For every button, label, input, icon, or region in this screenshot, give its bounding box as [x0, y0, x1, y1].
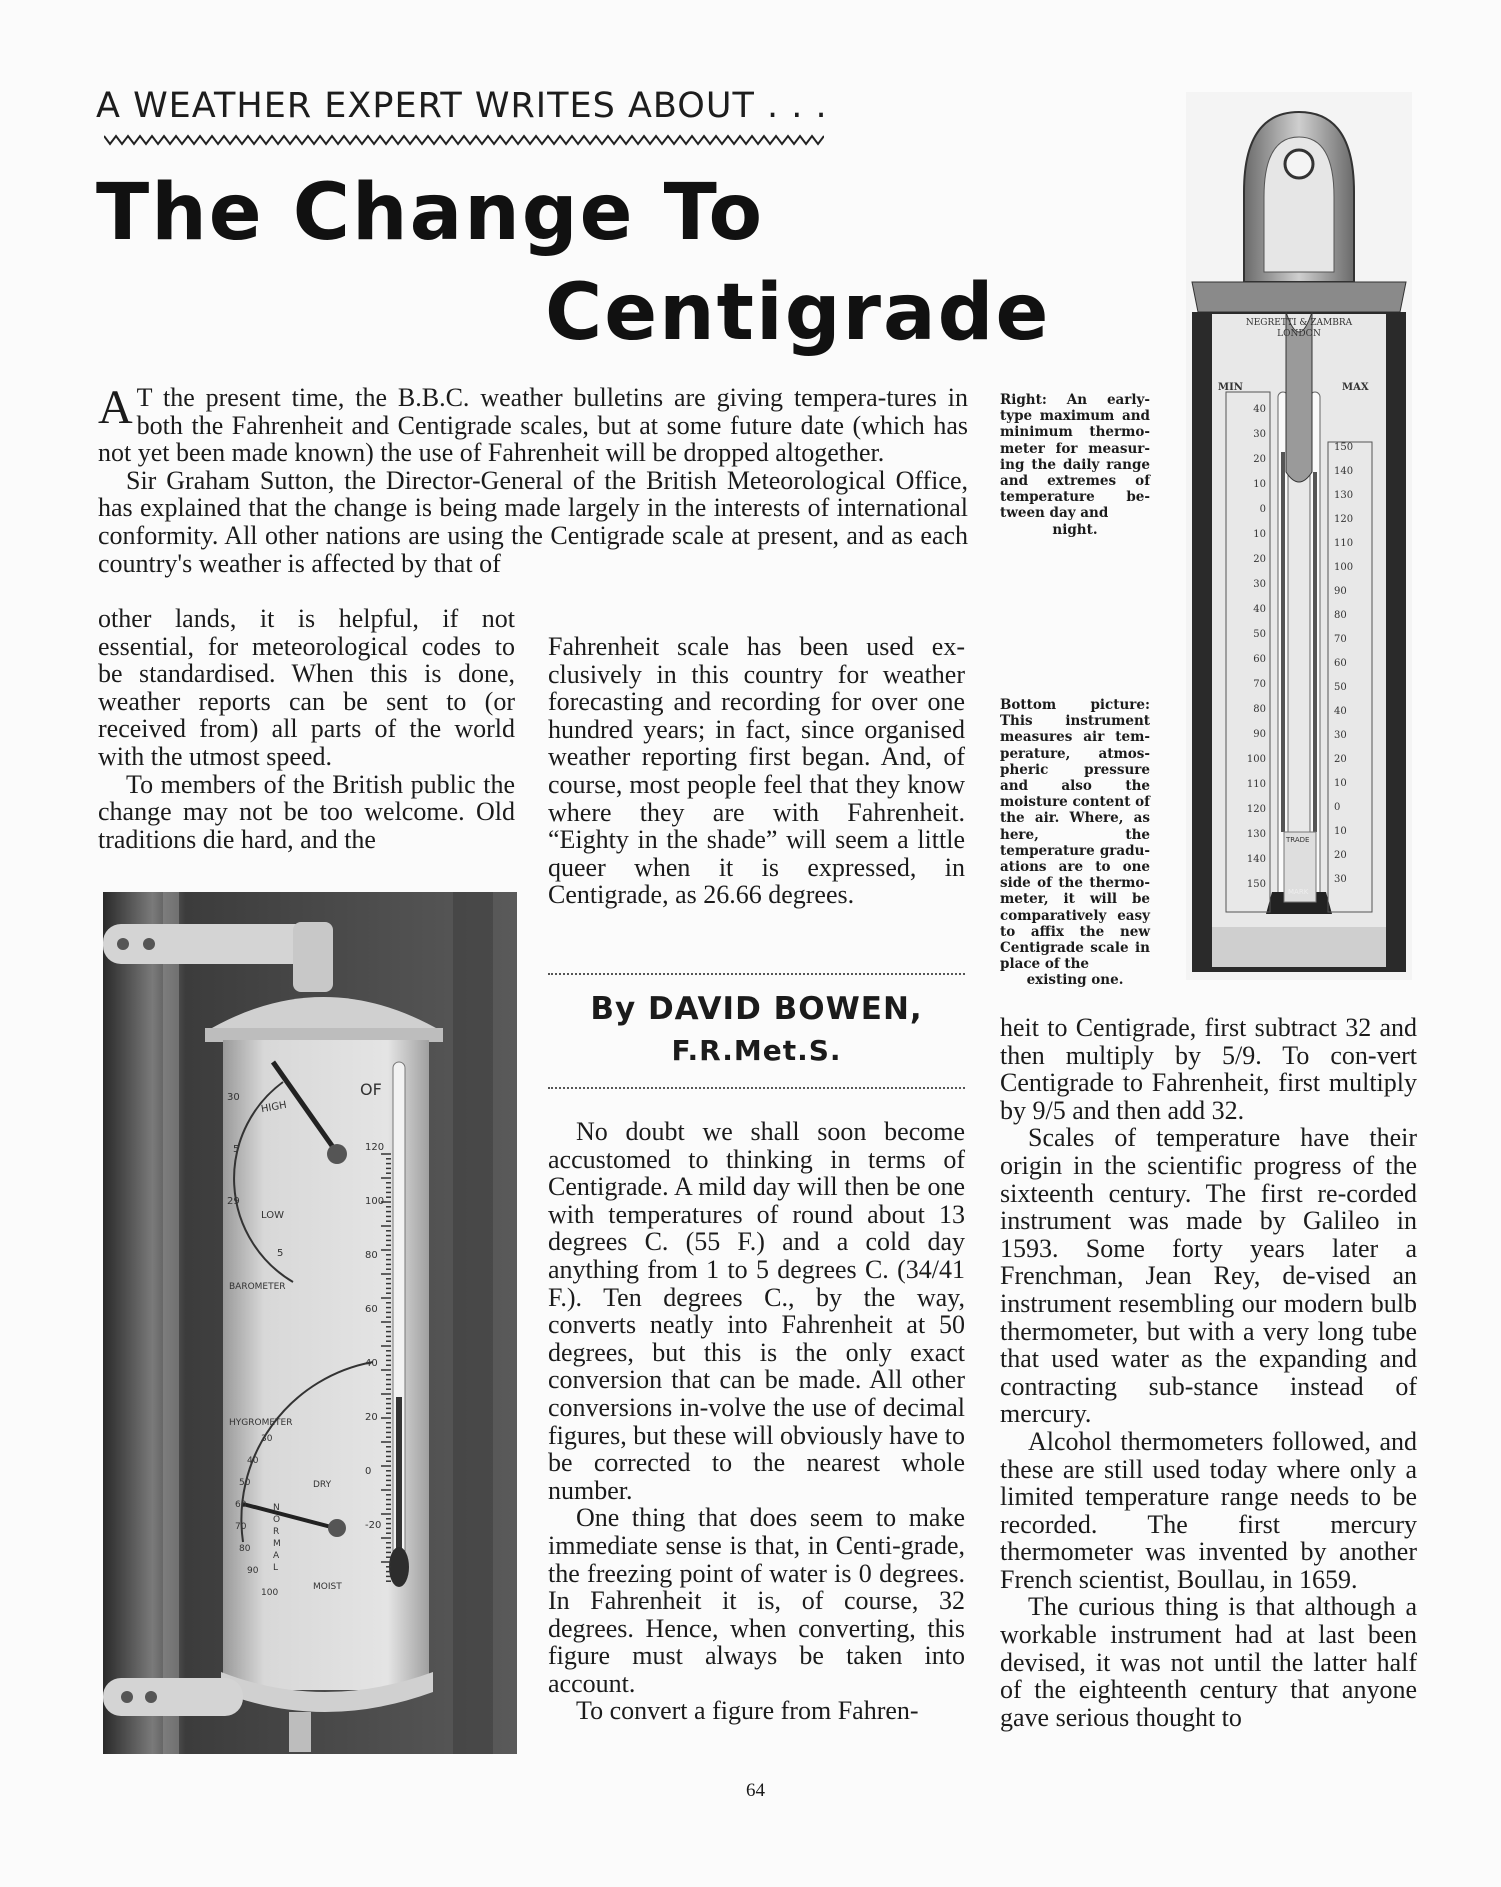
min-scale	[1230, 404, 1266, 904]
baro-tick: 5	[233, 1144, 240, 1155]
min-tick: 10	[1253, 529, 1266, 540]
byline-title: F.R.Met.S.	[671, 1034, 842, 1067]
instrument-photo-left	[103, 892, 517, 1754]
drop-cap: A	[98, 381, 133, 434]
caption-right-last: night.	[1052, 521, 1098, 538]
hygro-tick: 30	[261, 1434, 273, 1444]
f-tick: 20	[365, 1412, 378, 1423]
caption-right-text: Right: An early-type maximum and minimum thermo-meter for measur-ing the daily range and extremes of temperature be-tween day and	[1000, 392, 1150, 522]
caption-bottom-last: existing one.	[1026, 972, 1124, 989]
min-tick: 90	[1253, 729, 1266, 740]
min-tick: 20	[1253, 454, 1266, 465]
fahrenheit-unit-label: OF	[360, 1080, 382, 1099]
max-tick: 90	[1334, 586, 1347, 597]
col3-paragraph-2: Scales of temperature have their origin in the scientific progress of the sixteenth century. The first re-corded instrument was made by Galileo in 1593. Some forty years later a Frenchman, Jean Rey, de-vised an instrument resembling our modern bulb thermometer, but with a very long tube that used water as the expanding and contracting sub-stance instead of mercury.	[1000, 1123, 1417, 1429]
hygrometer-label: HYGROMETER	[229, 1418, 293, 1428]
min-tick: 140	[1246, 854, 1266, 865]
max-label: MAX	[1342, 382, 1369, 393]
min-label: MIN	[1218, 382, 1243, 393]
high-label: HIGH	[260, 1099, 288, 1116]
hygro-tick: 60	[235, 1500, 247, 1510]
min-tick: 20	[1253, 554, 1266, 565]
page-number: 64	[746, 1780, 765, 1801]
dry-label: DRY	[313, 1480, 332, 1490]
column-1-text	[98, 605, 515, 853]
hygro-tick: 80	[239, 1544, 251, 1554]
col3-paragraph-1: heit to Centigrade, first subtract 32 and then multiply by 5/9. To con-vert Centigrade to Fahrenheit, first multiply by 9/5 and then add 32.	[1000, 1013, 1417, 1125]
caption-bottom	[1000, 697, 1150, 989]
baro-tick: 5	[277, 1248, 284, 1259]
hygro-tick: 40	[247, 1456, 259, 1466]
min-tick: 100	[1246, 754, 1266, 765]
f-tick: 80	[365, 1250, 378, 1261]
divider-top	[548, 973, 965, 975]
wavy-rule	[104, 132, 824, 148]
instrument-illustration	[103, 892, 517, 1754]
min-tick: 50	[1253, 629, 1266, 640]
max-tick: 10	[1334, 778, 1347, 789]
max-tick: 120	[1334, 514, 1354, 525]
col2-paragraph-4: To convert a figure from Fahren-	[576, 1696, 919, 1726]
min-tick: 10	[1253, 479, 1266, 490]
baro-tick: 30	[227, 1092, 240, 1103]
hygro-tick: 90	[247, 1566, 259, 1576]
barometer-label: BAROMETER	[229, 1282, 286, 1292]
col2-paragraph-3: One thing that does seem to make immediate sense is that, in Centi-grade, the freezing point of water is 0 degrees. In Fahrenheit it is, of course, 32 degrees. Hence, when converting, this figure must always be taken into account.	[548, 1503, 965, 1698]
article-title-line1: The Change To	[96, 168, 765, 258]
max-tick: 80	[1334, 610, 1347, 621]
low-label: LOW	[261, 1210, 284, 1221]
max-tick: 150	[1334, 442, 1354, 453]
min-tick: 40	[1253, 604, 1266, 615]
caption-bottom-text: Bottom picture: This instrument measures air tem-perature, atmos-pheric pressure and also the moisture content of the air. Where, as here, the temperature gradu-ations are to one side of the thermo-meter, it will be comparatively easy to affix the new Centigrade scale in place of the	[1000, 697, 1150, 973]
min-tick: 120	[1246, 804, 1266, 815]
max-min-thermometer-illustration	[1186, 92, 1412, 980]
min-tick: 30	[1253, 429, 1266, 440]
article-title-line2: Centigrade	[545, 268, 1051, 358]
intro-paragraph-2: Sir Graham Sutton, the Director-General of the British Meteorological Office, has explained that the change is being made largely in the interests of international conformity. All other nations are using the Centigrade scale at present, and as each country's weather is affected by that of	[98, 465, 968, 578]
hygro-tick: 100	[261, 1588, 279, 1598]
max-tick: 30	[1334, 874, 1347, 885]
max-tick: 0	[1334, 802, 1341, 813]
max-tick: 100	[1334, 562, 1354, 573]
f-tick: -20	[365, 1520, 382, 1531]
col1-paragraph-2: To members of the British public the change may not be too welcome. Old traditions die hard, and the	[98, 769, 515, 854]
max-tick: 10	[1334, 826, 1347, 837]
min-tick: 80	[1253, 704, 1266, 715]
max-tick: 40	[1334, 706, 1347, 717]
min-tick: 110	[1246, 779, 1266, 790]
min-tick: 70	[1253, 679, 1266, 690]
min-tick: 60	[1253, 654, 1266, 665]
max-tick: 70	[1334, 634, 1347, 645]
hygro-tick: 50	[239, 1478, 251, 1488]
col2-paragraph-1: Fahrenheit scale has been used ex-clusively in this country for weather forecasting and recording for over one hundred years; in fact, since organised weather reporting first began. And, of course, most people feel that they know where they are with Fahrenheit. “Eighty in the shade” will seem a little queer when it is expressed, in Centigrade, as 26.66 degrees.	[548, 632, 965, 910]
mark-label: MARK	[1288, 888, 1309, 896]
intro-text	[98, 381, 968, 578]
col3-paragraph-4: The curious thing is that although a workable instrument had at last been devised, it was not until the latter half of the eighteenth century that anyone gave serious thought to	[1000, 1592, 1417, 1732]
f-tick: 0	[365, 1466, 372, 1477]
column-2-top-text	[548, 633, 965, 909]
col1-paragraph-1: other lands, it is helpful, if not essential, for meteorological codes to be standardised. When this is done, weather reports can be sent to (or received from) all parts of the world with the utmost speed.	[98, 604, 515, 771]
f-tick: 40	[365, 1358, 378, 1369]
article-kicker: A WEATHER EXPERT WRITES ABOUT . . .	[96, 86, 828, 126]
f-tick: 120	[365, 1142, 385, 1153]
fahrenheit-scale	[365, 1142, 389, 1574]
thermometer-photo-right	[1186, 92, 1412, 980]
max-tick: 20	[1334, 850, 1347, 861]
column-3-text	[1000, 1014, 1417, 1731]
col2-paragraph-2: No doubt we shall soon become accustomed to thinking in terms of Centigrade. A mild day will then be one with temperatures of round about 13 degrees C. (55 F.) and a cold day anything from 1 to 5 degrees C. (34/41 F.). Ten degrees C., by the way, converts neatly into Fahrenheit at 50 degrees, but this is the only exact conversion that can be made. All other conversions in-volve the use of decimal figures, but these will obviously have to be corrected to the nearest whole number.	[548, 1117, 965, 1505]
baro-tick: 29	[227, 1196, 240, 1207]
max-tick: 140	[1334, 466, 1354, 477]
intro-p1-text: T the present time, the B.B.C. weather bulletins are giving tempera-tures in both the Fahrenheit and Centigrade scales, but at some future date (which has not yet been made known) the use of Fahrenheit will be dropped altogether.	[98, 383, 968, 468]
min-tick: 40	[1253, 404, 1266, 415]
normal-label: NORMAL	[273, 1503, 281, 1573]
max-tick: 50	[1334, 682, 1347, 693]
divider-bottom	[548, 1087, 965, 1089]
max-scale	[1334, 442, 1370, 898]
min-tick: 0	[1259, 504, 1266, 515]
max-tick: 60	[1334, 658, 1347, 669]
max-tick: 130	[1334, 490, 1354, 501]
min-tick: 150	[1246, 879, 1266, 890]
max-tick: 20	[1334, 754, 1347, 765]
min-tick: 130	[1246, 829, 1266, 840]
f-tick: 60	[365, 1304, 378, 1315]
col3-paragraph-3: Alcohol thermometers followed, and these are still used today where only a limited temperature range needs to be recorded. The first mercury thermometer was invented by another French scientist, Boullau, in 1659.	[1000, 1426, 1417, 1594]
maker-label: NEGRETTI & ZAMBRA LONDON	[1245, 318, 1353, 339]
trade-label: TRADE	[1286, 836, 1310, 844]
byline-name: By DAVID BOWEN,	[590, 991, 923, 1027]
max-tick: 110	[1334, 538, 1354, 549]
hygro-tick: 70	[235, 1522, 247, 1532]
max-tick: 30	[1334, 730, 1347, 741]
moist-label: MOIST	[313, 1582, 342, 1592]
caption-right	[1000, 392, 1150, 538]
intro-paragraph-1	[98, 381, 968, 468]
f-tick: 100	[365, 1196, 385, 1207]
column-2-bottom-text	[548, 1118, 965, 1725]
min-tick: 30	[1253, 579, 1266, 590]
